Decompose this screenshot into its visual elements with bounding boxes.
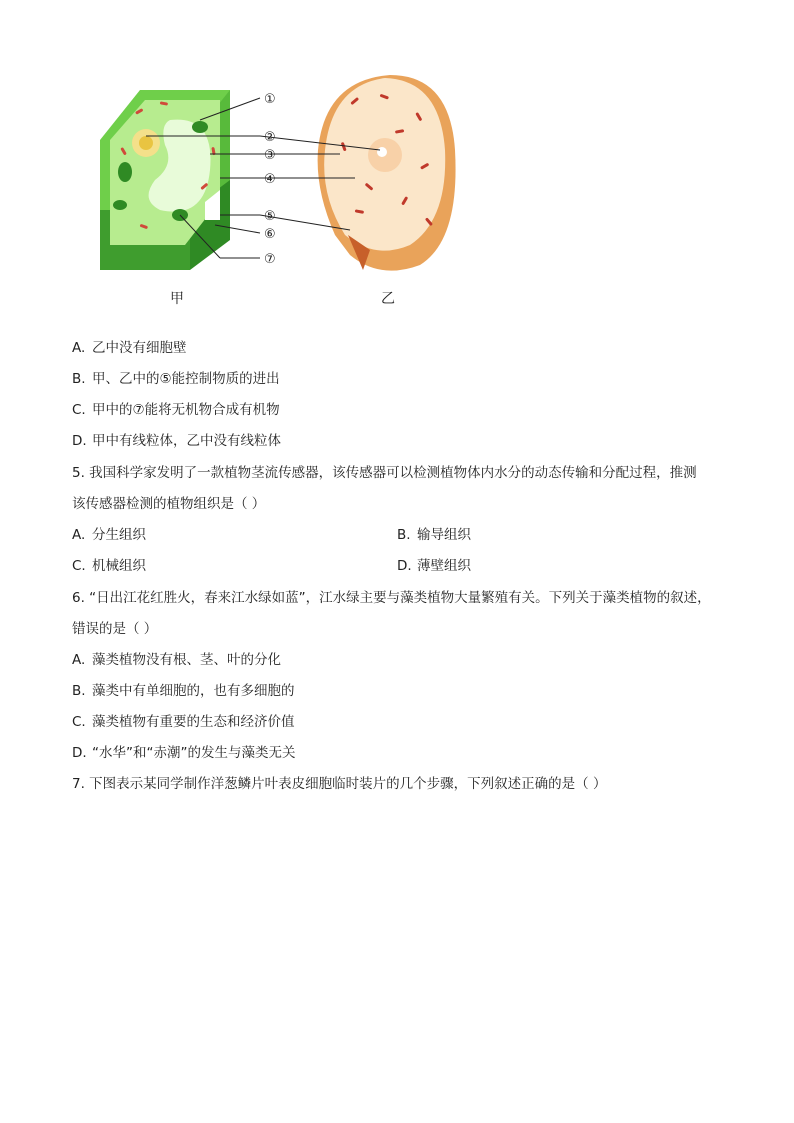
option-letter: C. [72,558,86,574]
option-letter: C. [72,714,86,730]
marker-2: ② [264,130,276,145]
q5-option-a[interactable] [72,525,146,545]
q6-stem-line2: 错误的是（ ） [72,621,158,637]
q6-option-c[interactable] [72,712,295,732]
q4-option-a[interactable] [72,338,187,358]
q4-option-d[interactable] [72,431,281,451]
option-letter: D. [72,433,87,449]
q6-option-a[interactable] [72,650,281,670]
figure-label-right: 乙 [381,291,395,307]
option-text: 藻类中有单细胞的，也有多细胞的 [92,683,295,699]
option-text: 藻类植物有重要的生态和经济价值 [92,714,295,730]
option-letter: B. [72,371,86,387]
option-text: 甲、乙中的⑤能控制物质的进出 [92,371,280,387]
q5-option-b[interactable] [397,525,471,545]
marker-4: ④ [264,172,276,187]
q5-stem-line2: 该传感器检测的植物组织是（ ） [72,496,266,512]
marker-1: ① [264,92,276,107]
marker-labels [264,92,276,267]
q4-option-b[interactable] [72,369,280,389]
option-letter: D. [72,745,87,761]
option-letter: A. [72,652,86,668]
q6-option-b[interactable] [72,681,295,701]
option-text: 分生组织 [92,527,146,543]
plant-cell-illustration [100,90,230,270]
option-letter: A. [72,340,86,356]
figure-label-left: 甲 [170,291,184,307]
q7-stem-line1: 7. 下图表示某同学制作洋葱鳞片叶表皮细胞临时装片的几个步骤，下列叙述正确的是（ ） [72,776,607,792]
option-text: 甲中有线粒体，乙中没有线粒体 [92,433,281,449]
option-letter: A. [72,527,86,543]
option-letter: B. [72,683,86,699]
q5-stem-line1: 5. 我国科学家发明了一款植物茎流传感器，该传感器可以检测植物体内水分的动态传输和分配过程，推测 [72,465,697,481]
animal-cell-illustration [318,75,456,271]
option-text: 薄壁组织 [417,558,471,574]
marker-6: ⑥ [264,227,276,242]
q6-stem-line1: 6. “日出江花红胜火，春来江水绿如蓝”，江水绿主要与藻类植物大量繁殖有关。下列关于藻类植物的叙述， [72,590,711,606]
option-letter: C. [72,402,86,418]
option-text: 藻类植物没有根、茎、叶的分化 [92,652,281,668]
marker-5: ⑤ [264,209,276,224]
option-text: 机械组织 [92,558,146,574]
option-letter: D. [397,558,412,574]
q5-option-c[interactable] [72,556,146,576]
q6-option-d[interactable] [72,743,295,763]
option-text: 乙中没有细胞壁 [92,340,187,356]
q4-option-c[interactable] [72,400,280,420]
option-letter: B. [397,527,411,543]
marker-3: ③ [264,148,276,163]
option-text: 甲中的⑦能将无机物合成有机物 [92,402,280,418]
option-text: “水华”和“赤潮”的发生与藻类无关 [92,745,296,761]
option-text: 输导组织 [417,527,471,543]
marker-7: ⑦ [264,252,276,267]
cell-diagram [80,70,480,310]
q5-option-d[interactable] [397,556,471,576]
